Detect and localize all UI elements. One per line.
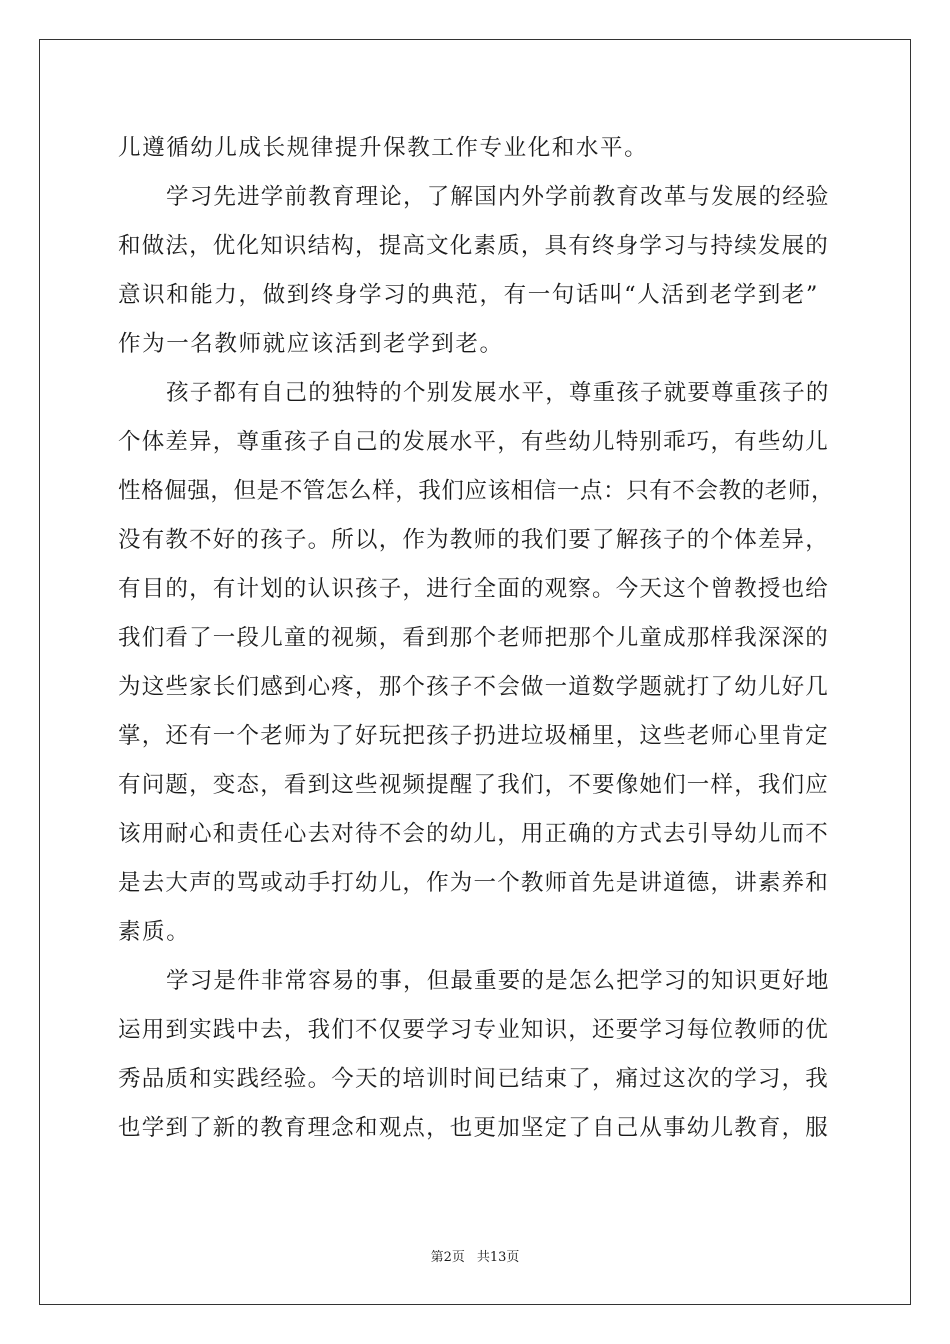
text-line: 个体差异，尊重孩子自己的发展水平，有些幼儿特别乖巧，有些幼儿	[118, 429, 830, 455]
document-body	[118, 124, 834, 1153]
text-line: 有目的，有计划的认识孩子，进行全面的观察。今天这个曾教授也给	[118, 576, 830, 602]
text-line: 为这些家长们感到心疼，那个孩子不会做一道数学题就打了幼儿好几	[118, 674, 830, 700]
text-line: 意识和能力，做到终身学习的典范，有一句话叫“人活到老学到老”	[118, 282, 820, 308]
page-footer	[0, 1246, 950, 1265]
text-line: 没有教不好的孩子。所以，作为教师的我们要了解孩子的个体差异，	[118, 527, 830, 553]
text-line: 孩子都有自己的独特的个别发展水平，尊重孩子就要尊重孩子的	[166, 380, 830, 406]
page-number: 第2页	[430, 1250, 465, 1265]
text-line: 学习是件非常容易的事，但最重要的是怎么把学习的知识更好地	[166, 968, 830, 994]
text-line: 儿遵循幼儿成长规律提升保教工作专业化和水平。	[118, 135, 649, 161]
text-line: 和做法，优化知识结构，提高文化素质，具有终身学习与持续发展的	[118, 233, 830, 259]
text-line: 运用到实践中去，我们不仅要学习专业知识，还要学习每位教师的优	[118, 1017, 830, 1043]
text-line: 有问题，变态，看到这些视频提醒了我们，不要像她们一样，我们应	[118, 772, 830, 798]
text-line: 也学到了新的教育理念和观点，也更加坚定了自己从事幼儿教育，服	[118, 1115, 830, 1141]
text-line: 性格倔强，但是不管怎么样，我们应该相信一点：只有不会教的老师，	[118, 478, 835, 504]
text-line: 作为一名教师就应该活到老学到老。	[118, 331, 504, 357]
page-total: 共13页	[476, 1250, 520, 1265]
text-line: 该用耐心和责任心去对待不会的幼儿，用正确的方式去引导幼儿而不	[118, 821, 830, 847]
text-line: 素质。	[118, 919, 191, 945]
text-line: 是去大声的骂或动手打幼儿，作为一个教师首先是讲道德，讲素养和	[118, 870, 830, 896]
text-line: 掌，还有一个老师为了好玩把孩子扔进垃圾桶里，这些老师心里肯定	[118, 723, 830, 749]
text-line: 我们看了一段儿童的视频，看到那个老师把那个儿童成那样我深深的	[118, 625, 830, 651]
text-line: 学习先进学前教育理论，了解国内外学前教育改革与发展的经验	[166, 184, 830, 210]
text-line: 秀品质和实践经验。今天的培训时间已结束了，痛过这次的学习，我	[118, 1066, 830, 1092]
